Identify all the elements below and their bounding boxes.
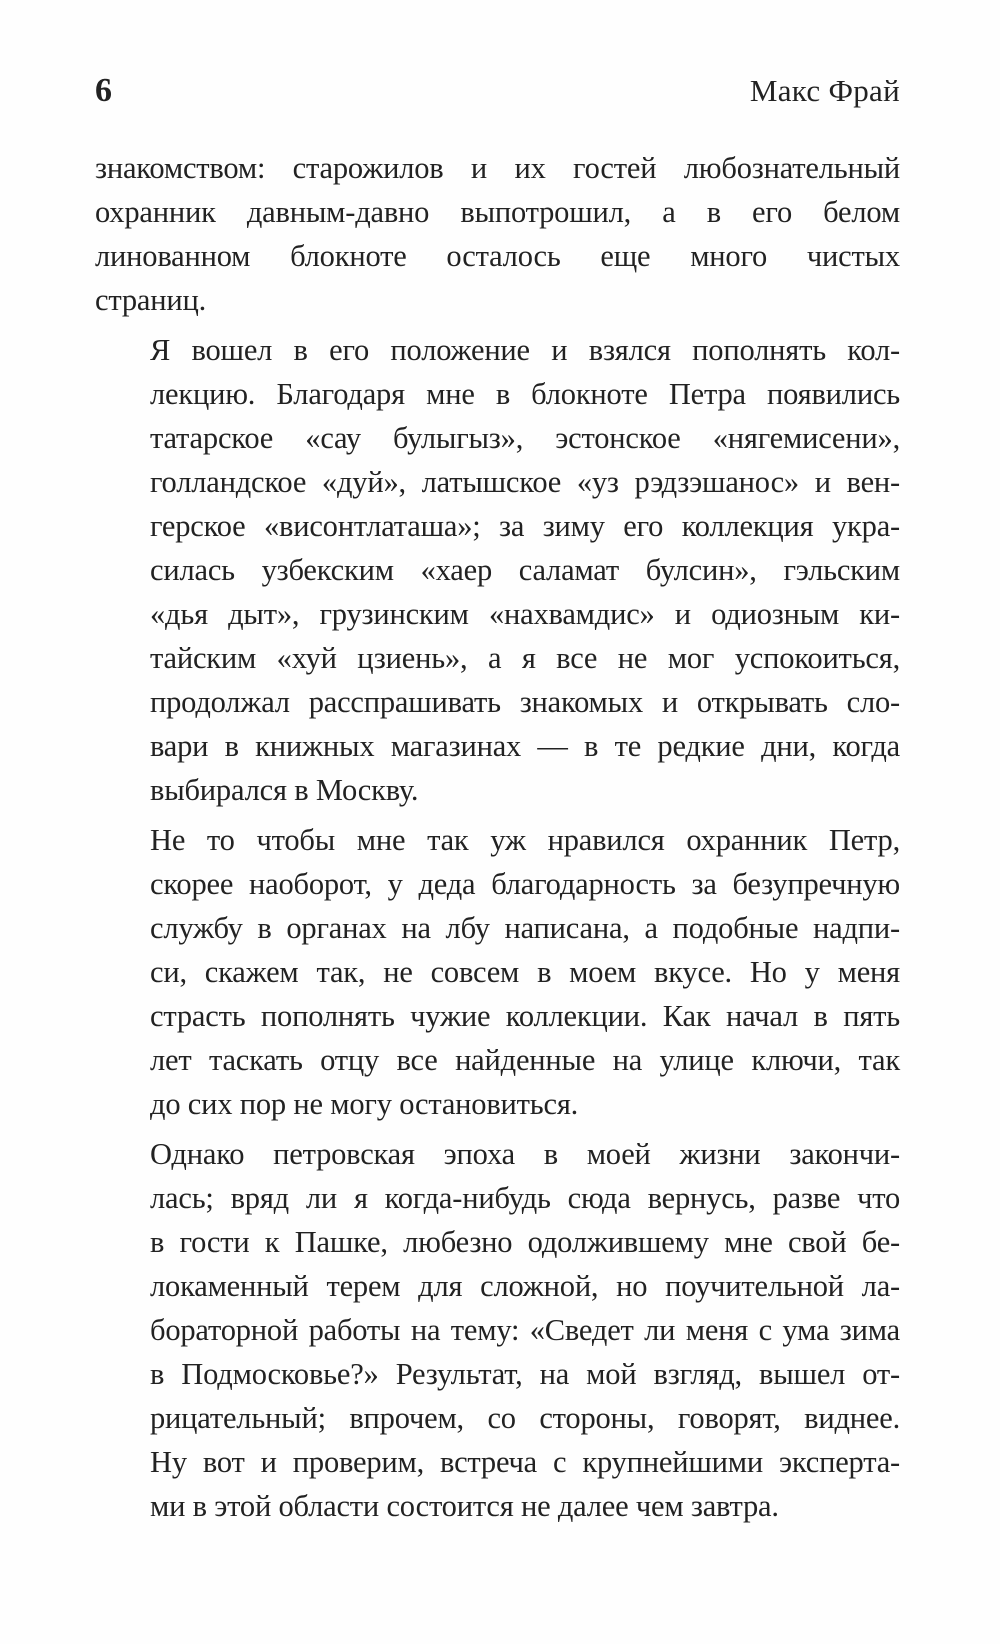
text-line: продолжал расспрашивать знакомых и открывать сло- xyxy=(150,685,900,719)
running-head-author: Макс Фрай xyxy=(749,73,900,108)
text-line: Я вошел в его положение и взялся пополнять кол- xyxy=(150,333,900,367)
text-line: в гости к Пашке, любезно одолжившему мне свой бе- xyxy=(150,1225,900,1259)
text-line: «дья дыт», грузинским «нахвамдис» и одиозным ки- xyxy=(150,597,900,631)
text-line: вари в книжных магазинах — в те редкие дни, когда xyxy=(150,729,900,763)
text-line: Однако петровская эпоха в моей жизни закончи- xyxy=(150,1137,900,1171)
page-number: 6 xyxy=(95,72,112,109)
paragraph-2 xyxy=(95,328,900,812)
text-line: лет таскать отцу все найденные на улице ключи, так xyxy=(150,1043,900,1077)
text-line: выбирался в Москву. xyxy=(150,773,419,807)
text-line: страниц. xyxy=(95,283,207,317)
text-line: скорее наоборот, у деда благодарность за безупречную xyxy=(150,867,900,901)
text-line: охранник давным-давно выпотрошил, а в его белом xyxy=(95,195,900,229)
text-line: бораторной работы на тему: «Сведет ли меня с ума зима xyxy=(150,1313,900,1347)
text-line: тайским «хуй цзиень», а я все не мог успокоиться, xyxy=(150,641,900,675)
text-line: рицательный; впрочем, со стороны, говорят, виднее. xyxy=(150,1401,900,1435)
text-line: татарское «сау булыгыз», эстонское «нягемисени», xyxy=(150,421,900,455)
text-line: знакомством: старожилов и их гостей любознательный xyxy=(95,151,900,185)
paragraph-3 xyxy=(95,818,900,1126)
text-line: линованном блокноте осталось еще много чистых xyxy=(95,239,900,273)
paragraph-4 xyxy=(95,1132,900,1528)
text-line: голландское «дуй», латышское «уз рэдзэшанос» и вен- xyxy=(150,465,900,499)
text-line: Не то чтобы мне так уж нравился охранник Петр, xyxy=(150,823,900,857)
text-line: герское «висонтлаташа»; за зиму его коллекция укра- xyxy=(150,509,900,543)
text-line: до сих пор не могу остановиться. xyxy=(150,1087,579,1121)
text-line: лекцию. Благодаря мне в блокноте Петра появились xyxy=(150,377,900,411)
page-header xyxy=(95,66,900,116)
text-line: в Подмосковье?» Результат, на мой взгляд, вышел от- xyxy=(150,1357,900,1391)
text-line: страсть пополнять чужие коллекции. Как начал в пять xyxy=(150,999,900,1033)
text-line: ми в этой области состоится не далее чем завтра. xyxy=(150,1489,779,1523)
text-line: силась узбекским «хаер саламат булсин», гэльским xyxy=(150,553,900,587)
paragraph-1 xyxy=(95,146,900,322)
text-line: Ну вот и проверим, встреча с крупнейшими эксперта- xyxy=(150,1445,900,1479)
text-line: си, скажем так, не совсем в моем вкусе. Но у меня xyxy=(150,955,900,989)
body-text xyxy=(95,146,900,1528)
text-line: службу в органах на лбу написана, а подобные надпи- xyxy=(150,911,900,945)
text-line: лась; вряд ли я когда-нибудь сюда вернусь, разве что xyxy=(150,1181,900,1215)
text-line: локаменный терем для сложной, но поучительной ла- xyxy=(150,1269,900,1303)
